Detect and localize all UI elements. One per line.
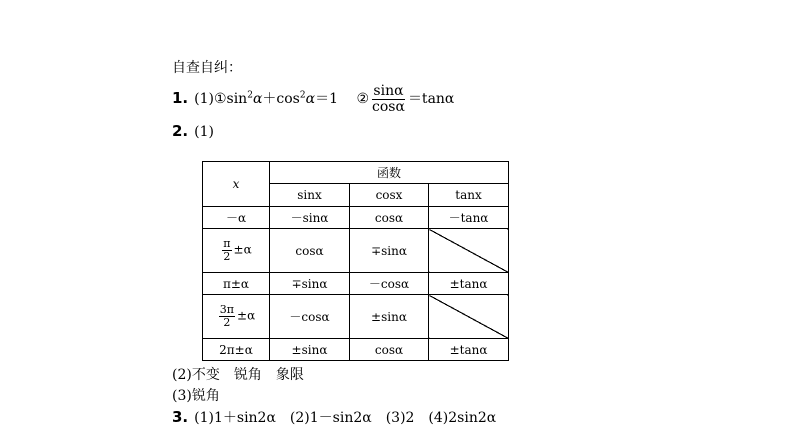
col-header-tan: tanx	[429, 184, 509, 207]
col-header-cos: cosx	[350, 184, 429, 207]
cell-cos: －cosα	[350, 273, 429, 295]
item-2-part-2: (2)不变 锐角 象限	[172, 367, 304, 383]
item-1-equals-one: ＝1	[315, 91, 338, 108]
table-group-header: 函数	[270, 162, 509, 184]
arg-fraction	[219, 304, 235, 328]
item-1-cos-exponent: 2	[299, 90, 306, 101]
item-1-alpha-1: α	[252, 91, 263, 108]
arg-fraction-denominator: 2	[223, 250, 231, 263]
row-arg: π±α	[203, 273, 270, 295]
cell-tan: －tanα	[429, 207, 509, 229]
cell-sin: ∓sinα	[270, 273, 350, 295]
arg-fraction-numerator: 3π	[219, 303, 235, 317]
cell-tan: ±tanα	[429, 273, 509, 295]
item-1	[172, 84, 454, 114]
item-2-label: (1)	[194, 124, 214, 140]
cell-cos: ∓sinα	[350, 229, 429, 273]
item-2-part-3: (3)锐角	[172, 388, 220, 404]
item-1-fraction-denominator: cosα	[372, 98, 405, 115]
item-3-number: 3.	[172, 408, 189, 426]
cell-sin: ±sinα	[270, 339, 350, 361]
arg-fraction-denominator: 2	[223, 316, 231, 329]
item-1-sin-term: (1)①sin	[194, 91, 248, 108]
table-row	[203, 229, 509, 273]
cell-tan: ±tanα	[429, 339, 509, 361]
table-row	[203, 295, 509, 339]
row-arg	[203, 295, 270, 339]
table-row	[203, 339, 509, 361]
item-2-number: 2.	[172, 122, 189, 140]
cell-cos: ±sinα	[350, 295, 429, 339]
cell-cos: cosα	[350, 339, 429, 361]
arg-tail: ±α	[237, 309, 256, 323]
cell-sin: －cosα	[270, 295, 350, 339]
item-1-sin-exponent: 2	[247, 90, 253, 101]
row-arg: 2π±α	[203, 339, 270, 361]
table-row	[203, 207, 509, 229]
arg-fraction-numerator: π	[223, 237, 231, 251]
induction-formula-table	[202, 161, 509, 361]
item-2	[172, 122, 214, 140]
cell-tan-crossed	[429, 229, 509, 273]
item-1-cos-term: ＋cos	[262, 91, 300, 108]
section-heading: 自查自纠：	[172, 60, 242, 76]
cell-sin: －sinα	[270, 207, 350, 229]
arg-fraction	[222, 238, 231, 262]
item-1-number: 1.	[172, 89, 189, 108]
item-1-circled-two: ②	[356, 91, 370, 108]
row-arg: －α	[203, 207, 270, 229]
item-1-equals-tan: ＝tanα	[407, 91, 455, 108]
cell-sin: cosα	[270, 229, 350, 273]
item-1-fraction	[371, 84, 406, 114]
cell-tan-crossed	[429, 295, 509, 339]
cell-cos: cosα	[350, 207, 429, 229]
col-header-sin: sinx	[270, 184, 350, 207]
table-corner-x: x	[203, 162, 270, 207]
row-arg	[203, 229, 270, 273]
table-row	[203, 273, 509, 295]
arg-tail: ±α	[233, 243, 252, 257]
item-3-text: (1)1＋sin2α (2)1－sin2α (3)2 (4)2sin2α	[194, 410, 497, 426]
item-1-fraction-numerator: sinα	[373, 83, 404, 99]
item-1-alpha-2: α	[305, 91, 316, 108]
item-3	[172, 407, 496, 427]
